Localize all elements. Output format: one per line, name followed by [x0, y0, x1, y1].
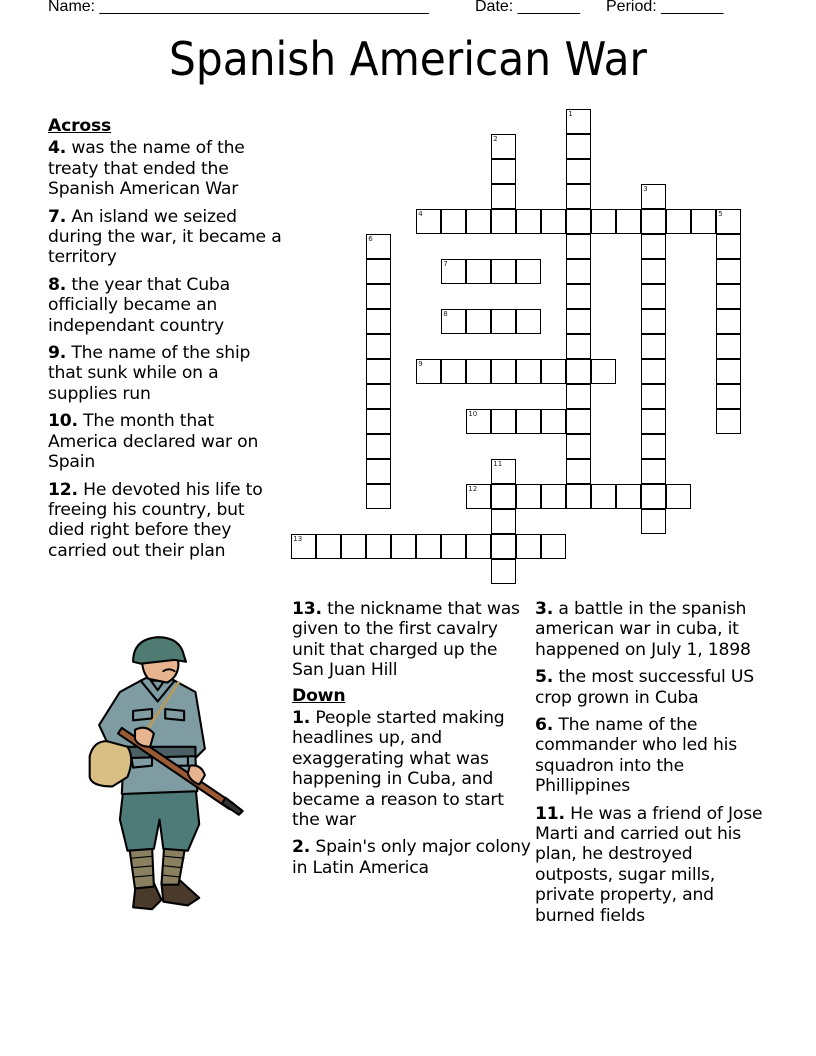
- crossword-cell[interactable]: [566, 434, 591, 459]
- crossword-cell-input[interactable]: [592, 360, 615, 383]
- crossword-cell[interactable]: [491, 184, 516, 209]
- crossword-cell[interactable]: [291, 534, 316, 559]
- crossword-cell-input[interactable]: [567, 385, 590, 408]
- crossword-cell[interactable]: [441, 359, 466, 384]
- crossword-cell[interactable]: [591, 484, 616, 509]
- crossword-cell[interactable]: [366, 284, 391, 309]
- crossword-cell-input[interactable]: [667, 485, 690, 508]
- crossword-cell[interactable]: [566, 234, 591, 259]
- period-field[interactable]: Period: _______: [606, 0, 724, 15]
- crossword-cell[interactable]: [516, 409, 541, 434]
- crossword-cell[interactable]: [441, 534, 466, 559]
- crossword-cell-input[interactable]: [642, 360, 665, 383]
- across-clues-column: [48, 112, 283, 568]
- crossword-cell[interactable]: [716, 359, 741, 384]
- crossword-cell-input[interactable]: [567, 135, 590, 158]
- crossword-cell[interactable]: [491, 534, 516, 559]
- crossword-cell[interactable]: [491, 459, 516, 484]
- crossword-cell-input[interactable]: [417, 535, 440, 558]
- crossword-cell-input[interactable]: [492, 560, 515, 583]
- crossword-cell-input[interactable]: [342, 535, 365, 558]
- crossword-cell[interactable]: [491, 409, 516, 434]
- crossword-cell[interactable]: [641, 334, 666, 359]
- crossword-cell-input[interactable]: [492, 460, 515, 483]
- crossword-cell-input[interactable]: [417, 360, 440, 383]
- crossword-cell-input[interactable]: [492, 160, 515, 183]
- crossword-cell[interactable]: [691, 209, 716, 234]
- crossword-cell-input[interactable]: [642, 435, 665, 458]
- crossword-cell[interactable]: [641, 184, 666, 209]
- crossword-cell[interactable]: [491, 209, 516, 234]
- crossword-cell-input[interactable]: [467, 260, 490, 283]
- clue-number-label: 10: [468, 410, 478, 419]
- clue-down-6: 6. The name of the commander who led his squadron into the Phillippines: [535, 715, 737, 797]
- crossword-cell-input[interactable]: [567, 110, 590, 133]
- crossword-cell[interactable]: [466, 534, 491, 559]
- crossword-cell-input[interactable]: [467, 210, 490, 233]
- crossword-cell[interactable]: [341, 534, 366, 559]
- crossword-cell[interactable]: [666, 484, 691, 509]
- clue-down-2: 2. Spain's only major colony in Latin America: [292, 837, 531, 878]
- crossword-cell-input[interactable]: [367, 385, 390, 408]
- clue-across-8: 8. the year that Cuba officially became an independant country: [48, 274, 230, 336]
- crossword-cell[interactable]: [716, 409, 741, 434]
- crossword-cell[interactable]: [566, 109, 591, 134]
- crossword-cell-input[interactable]: [567, 410, 590, 433]
- crossword-cell-input[interactable]: [567, 210, 590, 233]
- crossword-cell-input[interactable]: [517, 210, 540, 233]
- crossword-cell[interactable]: [416, 359, 441, 384]
- crossword-cell[interactable]: [641, 284, 666, 309]
- crossword-cell[interactable]: [516, 209, 541, 234]
- crossword-cell[interactable]: [491, 559, 516, 584]
- crossword-cell[interactable]: [491, 159, 516, 184]
- crossword-cell-input[interactable]: [592, 485, 615, 508]
- crossword-cell-input[interactable]: [717, 335, 740, 358]
- crossword-cell[interactable]: [516, 259, 541, 284]
- crossword-cell-input[interactable]: [367, 435, 390, 458]
- clue-number-label: 7: [443, 260, 448, 269]
- crossword-cell[interactable]: [566, 134, 591, 159]
- crossword-cell-input[interactable]: [517, 260, 540, 283]
- crossword-cell[interactable]: [566, 359, 591, 384]
- clue-number-label: 1: [568, 110, 573, 119]
- crossword-cell-input[interactable]: [567, 310, 590, 333]
- crossword-cell[interactable]: [391, 534, 416, 559]
- crossword-cell[interactable]: [541, 534, 566, 559]
- clue-across-10: 10. The month that America declared war on Spain: [48, 411, 259, 473]
- crossword-cell[interactable]: [491, 509, 516, 534]
- crossword-cell[interactable]: [566, 334, 591, 359]
- crossword-cell[interactable]: [366, 334, 391, 359]
- crossword-cell-input[interactable]: [717, 260, 740, 283]
- crossword-cell[interactable]: [491, 259, 516, 284]
- crossword-cell[interactable]: [441, 309, 466, 334]
- crossword-cell-input[interactable]: [642, 210, 665, 233]
- crossword-cell[interactable]: [566, 259, 591, 284]
- crossword-cell-input[interactable]: [717, 310, 740, 333]
- down-heading: Down: [292, 685, 346, 706]
- crossword-cell[interactable]: [366, 484, 391, 509]
- crossword-cell-input[interactable]: [492, 260, 515, 283]
- crossword-cell[interactable]: [491, 359, 516, 384]
- crossword-cell-input[interactable]: [467, 535, 490, 558]
- crossword-cell[interactable]: [716, 259, 741, 284]
- crossword-cell-input[interactable]: [467, 410, 490, 433]
- crossword-cell[interactable]: [366, 459, 391, 484]
- crossword-cell-input[interactable]: [367, 235, 390, 258]
- crossword-cell[interactable]: [591, 209, 616, 234]
- crossword-cell[interactable]: [466, 409, 491, 434]
- crossword-cell-input[interactable]: [642, 310, 665, 333]
- clue-across-4: 4. was the name of the treaty that ended the Spanish American War: [48, 138, 245, 200]
- crossword-cell-input[interactable]: [367, 535, 390, 558]
- crossword-cell-input[interactable]: [317, 535, 340, 558]
- crossword-cell-input[interactable]: [367, 310, 390, 333]
- crossword-cell-input[interactable]: [442, 260, 465, 283]
- crossword-cell-input[interactable]: [642, 335, 665, 358]
- crossword-cell[interactable]: [441, 209, 466, 234]
- clue-across-9: 9. The name of the ship that sunk while on a supplies run: [48, 343, 251, 404]
- crossword-cell-input[interactable]: [642, 260, 665, 283]
- crossword-cell-input[interactable]: [467, 310, 490, 333]
- crossword-cell-input[interactable]: [642, 410, 665, 433]
- crossword-cell-input[interactable]: [717, 210, 740, 233]
- crossword-cell-input[interactable]: [642, 385, 665, 408]
- crossword-cell-input[interactable]: [492, 185, 515, 208]
- clue-number-label: 2: [493, 135, 498, 144]
- crossword-cell[interactable]: [366, 434, 391, 459]
- crossword-cell[interactable]: [491, 484, 516, 509]
- crossword-cell[interactable]: [366, 359, 391, 384]
- crossword-cell-input[interactable]: [567, 360, 590, 383]
- crossword-cell[interactable]: [491, 134, 516, 159]
- crossword-cell[interactable]: [716, 284, 741, 309]
- crossword-cell[interactable]: [441, 259, 466, 284]
- crossword-cell[interactable]: [566, 459, 591, 484]
- crossword-cell-input[interactable]: [517, 410, 540, 433]
- crossword-cell-input[interactable]: [492, 210, 515, 233]
- clue-number-label: 9: [418, 360, 423, 369]
- crossword-cell[interactable]: [641, 509, 666, 534]
- soldier-illustration-icon: [84, 632, 254, 922]
- across-heading: Across: [48, 116, 112, 136]
- crossword-cell[interactable]: [466, 359, 491, 384]
- crossword-cell-input[interactable]: [417, 210, 440, 233]
- crossword-cell[interactable]: [516, 484, 541, 509]
- crossword-cell[interactable]: [491, 309, 516, 334]
- crossword-cell-input[interactable]: [592, 210, 615, 233]
- crossword-cell-input[interactable]: [517, 310, 540, 333]
- crossword-cell[interactable]: [716, 234, 741, 259]
- name-field[interactable]: Name: _____________________________________: [48, 0, 429, 15]
- crossword-cell-input[interactable]: [367, 460, 390, 483]
- crossword-cell[interactable]: [466, 309, 491, 334]
- clue-down-11: 11. He was a friend of Jose Marti and carried out his plan, he destroyed outposts, sugar mills, private property, and burned fields: [535, 803, 763, 926]
- crossword-cell[interactable]: [541, 484, 566, 509]
- crossword-cell-input[interactable]: [442, 360, 465, 383]
- crossword-cell-input[interactable]: [367, 335, 390, 358]
- crossword-cell-input[interactable]: [492, 135, 515, 158]
- crossword-cell-input[interactable]: [542, 360, 565, 383]
- crossword-cell-input[interactable]: [542, 210, 565, 233]
- crossword-cell-input[interactable]: [442, 210, 465, 233]
- crossword-cell-input[interactable]: [517, 485, 540, 508]
- crossword-cell[interactable]: [641, 484, 666, 509]
- clue-number-label: 11: [493, 460, 503, 469]
- crossword-cell[interactable]: [641, 459, 666, 484]
- crossword-cell[interactable]: [641, 259, 666, 284]
- crossword-cell[interactable]: [716, 209, 741, 234]
- clue-number-label: 5: [718, 210, 723, 219]
- crossword-cell[interactable]: [641, 309, 666, 334]
- crossword-cell-input[interactable]: [642, 510, 665, 533]
- crossword-cell[interactable]: [591, 359, 616, 384]
- crossword-cell[interactable]: [616, 484, 641, 509]
- crossword-cell[interactable]: [716, 384, 741, 409]
- crossword-cell[interactable]: [466, 259, 491, 284]
- crossword-cell-input[interactable]: [392, 535, 415, 558]
- crossword-cell-input[interactable]: [492, 360, 515, 383]
- clue-number-label: 12: [468, 485, 478, 494]
- crossword-cell-input[interactable]: [567, 185, 590, 208]
- crossword-cell[interactable]: [366, 234, 391, 259]
- page-title: Spanish American War: [169, 32, 647, 86]
- clue-number-label: 13: [293, 535, 303, 544]
- crossword-cell[interactable]: [566, 409, 591, 434]
- crossword-cell-input[interactable]: [367, 285, 390, 308]
- crossword-cell[interactable]: [641, 209, 666, 234]
- crossword-cell[interactable]: [566, 484, 591, 509]
- crossword-cell-input[interactable]: [567, 485, 590, 508]
- crossword-cell-input[interactable]: [717, 360, 740, 383]
- crossword-cell-input[interactable]: [517, 360, 540, 383]
- crossword-cell-input[interactable]: [492, 485, 515, 508]
- crossword-cell[interactable]: [416, 209, 441, 234]
- crossword-cell-input[interactable]: [692, 210, 715, 233]
- crossword-cell[interactable]: [566, 384, 591, 409]
- crossword-cell-input[interactable]: [492, 310, 515, 333]
- crossword-cell-input[interactable]: [467, 485, 490, 508]
- crossword-cell-input[interactable]: [642, 285, 665, 308]
- crossword-cell-input[interactable]: [717, 410, 740, 433]
- crossword-cell-input[interactable]: [567, 160, 590, 183]
- crossword-cell-input[interactable]: [492, 510, 515, 533]
- crossword-cell[interactable]: [516, 359, 541, 384]
- crossword-cell[interactable]: [516, 534, 541, 559]
- crossword-cell[interactable]: [641, 409, 666, 434]
- crossword-cell[interactable]: [316, 534, 341, 559]
- crossword-cell-input[interactable]: [367, 485, 390, 508]
- crossword-cell-input[interactable]: [292, 535, 315, 558]
- crossword-cell-input[interactable]: [367, 410, 390, 433]
- crossword-cell-input[interactable]: [542, 485, 565, 508]
- down-clues-column: [535, 599, 775, 933]
- crossword-cell-input[interactable]: [642, 235, 665, 258]
- crossword-cell-input[interactable]: [717, 235, 740, 258]
- crossword-cell-input[interactable]: [642, 185, 665, 208]
- crossword-cell-input[interactable]: [667, 210, 690, 233]
- clue-across-13: 13. the nickname that was given to the first cavalry unit that charged up the San Juan Hill: [292, 599, 520, 681]
- crossword-cell-input[interactable]: [442, 535, 465, 558]
- crossword-cell[interactable]: [366, 259, 391, 284]
- crossword-cell[interactable]: [516, 309, 541, 334]
- clue-down-3: 3. a battle in the spanish american war in cuba, it happened on July 1, 1898: [535, 599, 751, 660]
- crossword-cell[interactable]: [641, 359, 666, 384]
- crossword-cell-input[interactable]: [642, 485, 665, 508]
- crossword-cell[interactable]: [566, 284, 591, 309]
- crossword-cell-input[interactable]: [442, 310, 465, 333]
- crossword-cell-input[interactable]: [542, 535, 565, 558]
- crossword-cell[interactable]: [541, 209, 566, 234]
- crossword-cell-input[interactable]: [367, 360, 390, 383]
- crossword-cell[interactable]: [416, 534, 441, 559]
- middle-clues-column: [292, 599, 532, 885]
- clue-down-1: 1. People started making headlines up, and exaggerating what was happening in Cuba, and became a reason to start the war: [292, 708, 505, 831]
- clue-number-label: 6: [368, 235, 373, 244]
- crossword-cell[interactable]: [366, 409, 391, 434]
- crossword-cell[interactable]: [366, 534, 391, 559]
- crossword-cell-input[interactable]: [717, 285, 740, 308]
- crossword-cell[interactable]: [716, 309, 741, 334]
- crossword-cell-input[interactable]: [642, 460, 665, 483]
- crossword-cell[interactable]: [366, 384, 391, 409]
- crossword-cell[interactable]: [566, 309, 591, 334]
- crossword-cell[interactable]: [666, 209, 691, 234]
- crossword-cell[interactable]: [566, 184, 591, 209]
- date-field[interactable]: Date: _______: [475, 0, 580, 15]
- crossword-cell-input[interactable]: [567, 435, 590, 458]
- crossword-cell[interactable]: [616, 209, 641, 234]
- crossword-cell-input[interactable]: [467, 360, 490, 383]
- crossword-cell-input[interactable]: [517, 535, 540, 558]
- crossword-cell[interactable]: [541, 409, 566, 434]
- crossword-cell[interactable]: [716, 334, 741, 359]
- clue-number-label: 4: [418, 210, 423, 219]
- clue-down-5: 5. the most successful US crop grown in Cuba: [535, 667, 754, 708]
- crossword-cell-input[interactable]: [567, 285, 590, 308]
- crossword-cell-input[interactable]: [492, 410, 515, 433]
- crossword-grid: [292, 110, 742, 585]
- clue-number-label: 3: [643, 185, 648, 194]
- crossword-cell[interactable]: [566, 209, 591, 234]
- clue-across-12: 12. He devoted his life to freeing his country, but died right before they carried out their plan: [48, 479, 263, 561]
- crossword-cell-input[interactable]: [492, 535, 515, 558]
- crossword-cell[interactable]: [641, 234, 666, 259]
- crossword-cell-input[interactable]: [717, 385, 740, 408]
- crossword-cell[interactable]: [466, 209, 491, 234]
- crossword-cell[interactable]: [366, 309, 391, 334]
- crossword-cell-input[interactable]: [567, 235, 590, 258]
- crossword-cell-input[interactable]: [567, 335, 590, 358]
- crossword-cell-input[interactable]: [542, 410, 565, 433]
- crossword-cell-input[interactable]: [567, 460, 590, 483]
- crossword-cell[interactable]: [541, 359, 566, 384]
- crossword-cell[interactable]: [566, 159, 591, 184]
- crossword-cell-input[interactable]: [617, 210, 640, 233]
- crossword-cell[interactable]: [641, 384, 666, 409]
- clue-number-label: 8: [443, 310, 448, 319]
- crossword-cell-input[interactable]: [567, 260, 590, 283]
- clue-across-7: 7. An island we seized during the war, it became a territory: [48, 206, 282, 268]
- crossword-cell-input[interactable]: [367, 260, 390, 283]
- crossword-cell[interactable]: [466, 484, 491, 509]
- crossword-cell-input[interactable]: [617, 485, 640, 508]
- crossword-cell[interactable]: [641, 434, 666, 459]
